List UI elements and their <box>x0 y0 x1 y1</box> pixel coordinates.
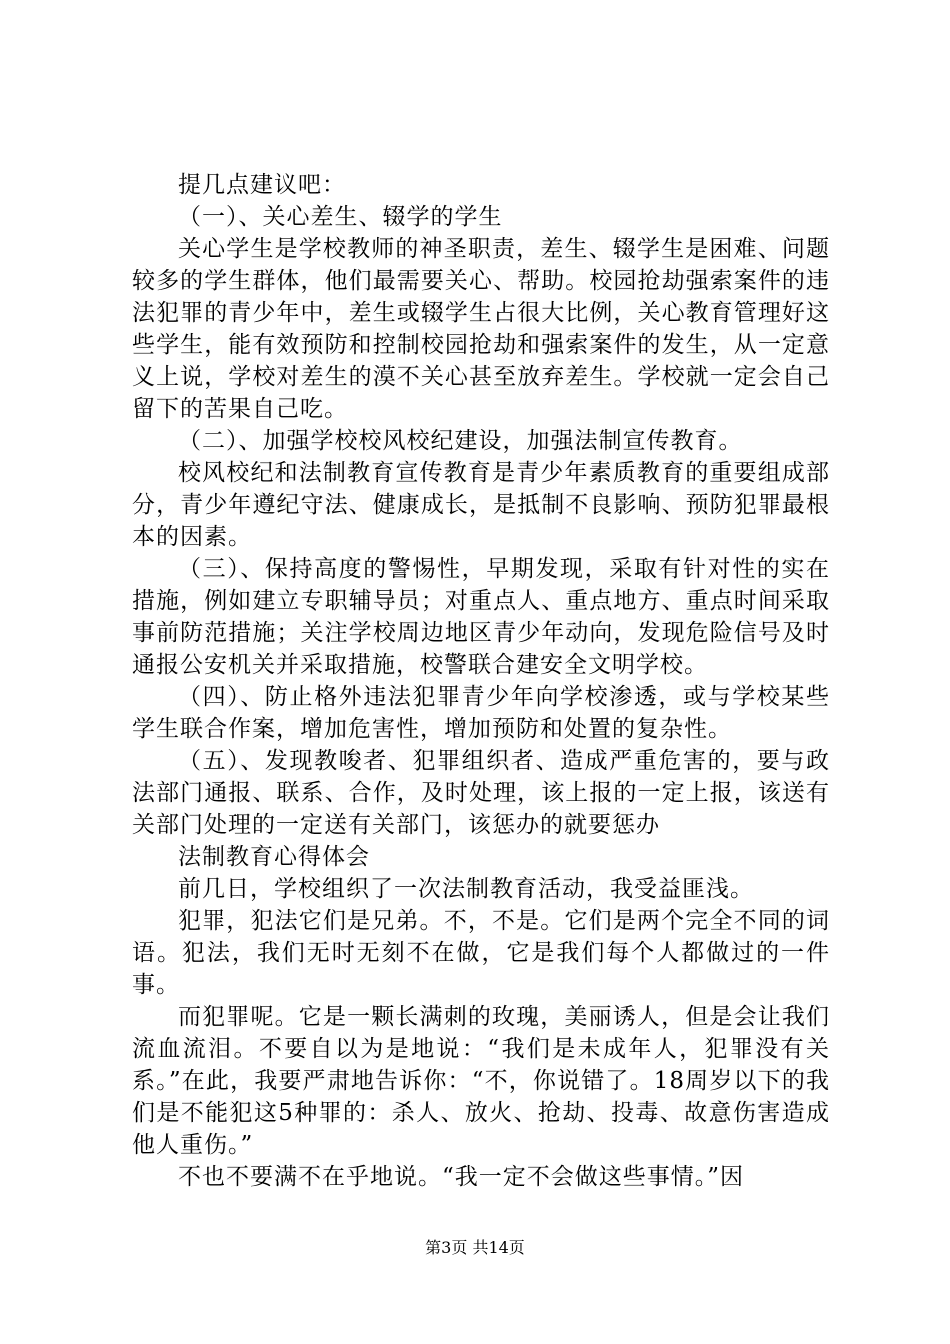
paragraph-intro: 提几点建议吧： <box>178 172 346 198</box>
paragraph-essay-2: 犯罪，犯法它们是兄弟。不，不是。它们是两个完全不同的词语。犯法，我们无时无刻不在做，它是我们每个人都做过的一件事。 <box>132 908 830 998</box>
paragraph-essay-3: 而犯罪呢。它是一颗长满刺的玫瑰，美丽诱人，但是会让我们流血流泪。不要自以为是地说：“我们是未成年人，犯罪没有关系。”在此，我要严肃地告诉你：“不，你说错了。18周岁以下的我们是不能犯这5种罪的：杀人、放火、抢劫、投毒、故意伤害造成他人重伤。” <box>132 1004 830 1158</box>
paragraph-suggestion-3: （三）、保持高度的警惕性，早期发现，采取有针对性的实在措施，例如建立专职辅导员；对重点人、重点地方、重点时间采取事前防范措施；关注学校周边地区青少年动向，发现危险信号及时通报公安机关并采取措施，校警联合建安全文明学校。 <box>132 556 830 678</box>
heading-suggestion-1: （一）、关心差生、辍学的学生 <box>178 204 503 230</box>
paragraph-suggestion-1: 关心学生是学校教师的神圣职责，差生、辍学生是困难、问题较多的学生群体，他们最需要关心、帮助。校园抢劫强索案件的违法犯罪的青少年中，差生或辍学生占很大比例，关心教育管理好这些学生，能有效预防和控制校园抢劫和强索案件的发生，从一定意义上说，学校对差生的漠不关心甚至放弃差生。学校就一定会自己留下的苦果自己吃。 <box>132 236 830 422</box>
page-number-footer: 第3页 共14页 <box>425 1238 525 1257</box>
paragraph-suggestion-4: （四）、防止格外违法犯罪青少年向学校渗透，或与学校某些学生联合作案，增加危害性，增加预防和处置的复杂性。 <box>132 684 830 742</box>
document-body <box>132 169 830 1193</box>
heading-suggestion-2: （二）、加强学校校风校纪建设，加强法制宣传教育。 <box>178 428 743 454</box>
paragraph-suggestion-2: 校风校纪和法制教育宣传教育是青少年素质教育的重要组成部分，青少年遵纪守法、健康成长，是抵制不良影响、预防犯罪最根本的因素。 <box>132 460 830 550</box>
section-title: 法制教育心得体会 <box>178 844 370 870</box>
paragraph-suggestion-5: （五）、发现教唆者、犯罪组织者、造成严重危害的，要与政法部门通报、联系、合作，及时处理，该上报的一定上报，该送有关部门处理的一定送有关部门，该惩办的就要惩办 <box>132 748 830 838</box>
paragraph-essay-4: 不也不要满不在乎地说。“我一定不会做这些事情。”因 <box>178 1164 745 1190</box>
paragraph-essay-1: 前几日，学校组织了一次法制教育活动，我受益匪浅。 <box>178 876 754 902</box>
